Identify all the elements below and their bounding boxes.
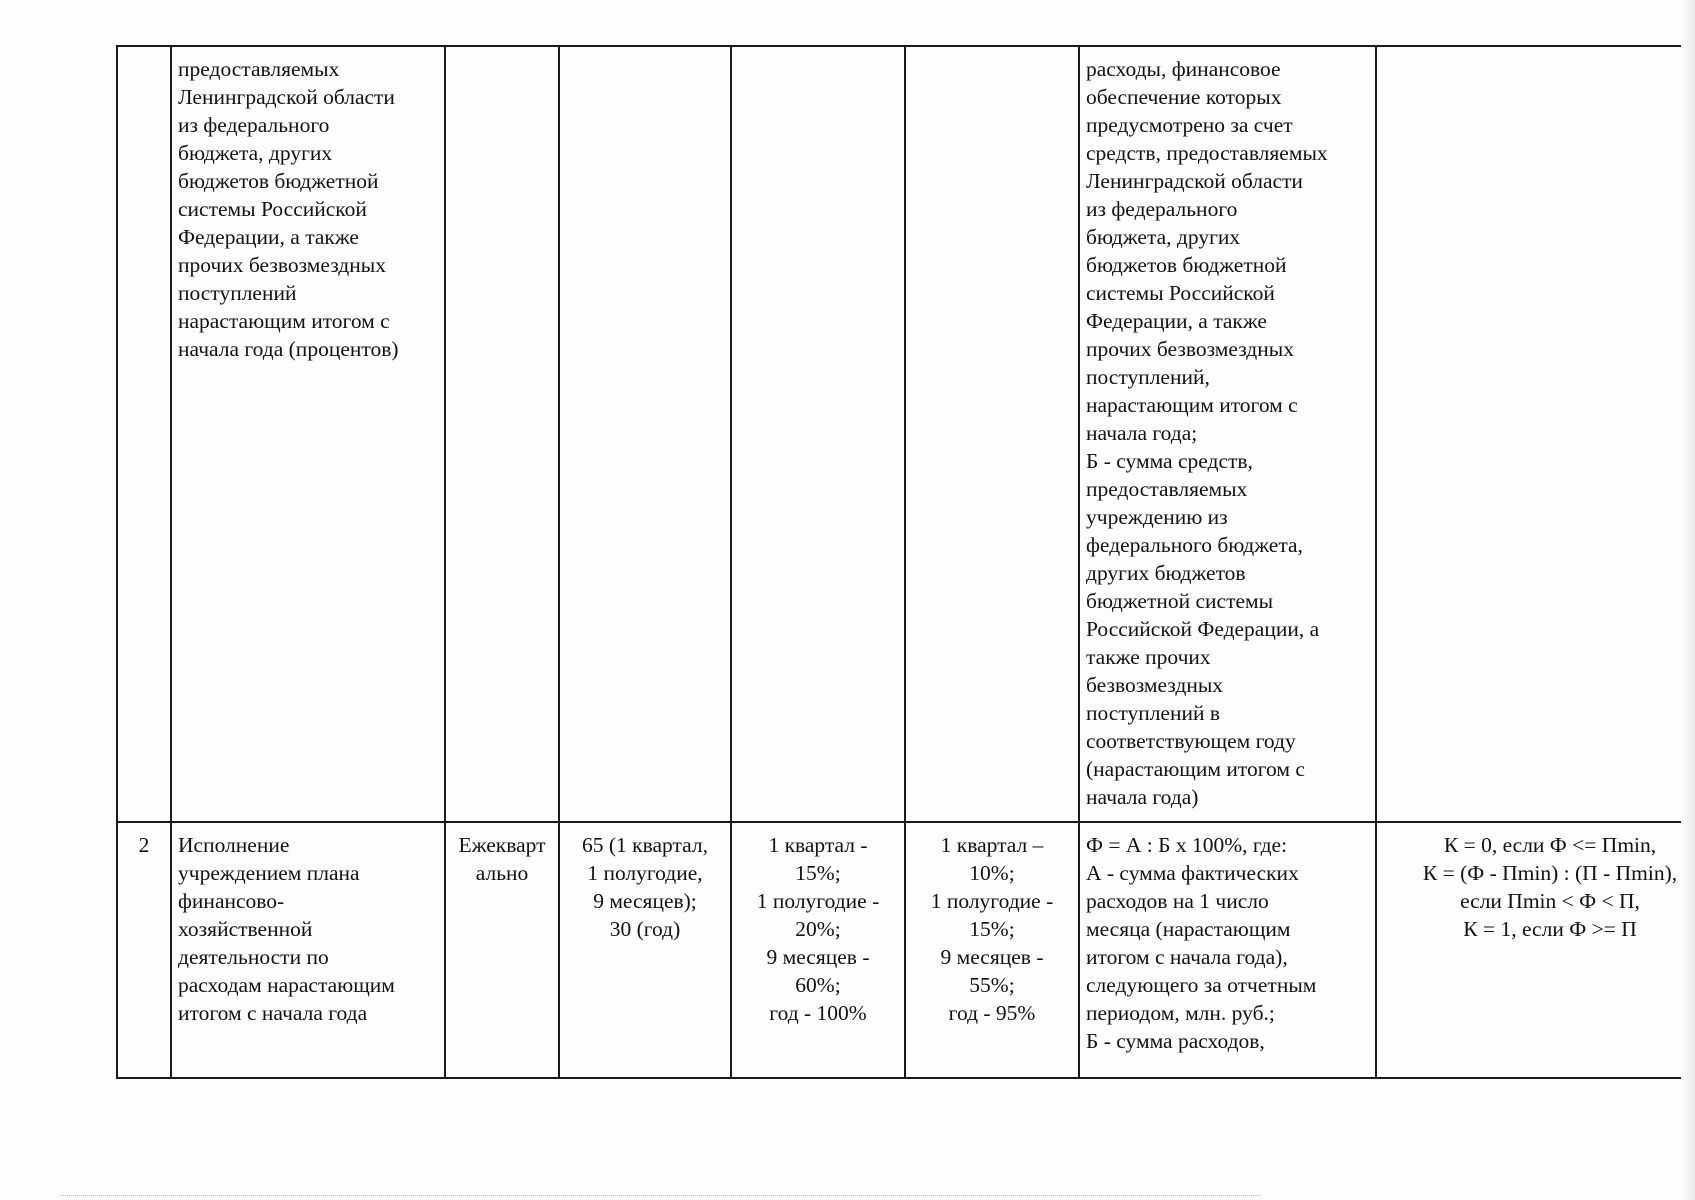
- formula-cell: Ф = А : Б х 100%, где: А - сумма фактических расходов на 1 число месяца (нарастающим итогом с начала года), следующего за отчетным периодом, млн. руб.; Б - сумма расходов,: [1079, 822, 1376, 1078]
- scan-artifact-line: [60, 1195, 1260, 1198]
- weight-cell: 65 (1 квартал, 1 полугодие, 9 месяцев); 30 (год): [559, 822, 731, 1078]
- table-row: [117, 822, 1695, 1078]
- formula-cell: расходы, финансовое обеспечение которых предусмотрено за счет средств, предоставляемых Ленинградской области из федерального бюджета, других бюджетов бюджетной системы Российской Федерации, а также прочих безвозмездных поступлений, нарастающим итогом с начала года; Б - сумма средств, предоставляемых учреждению из федерального бюджета, других бюджетов бюджетной системы Российской Федерации, а также прочих безвозмездных поступлений в соответствующем году (нарастающим итогом с начала года): [1079, 46, 1376, 822]
- indicator-name-cell: Исполнение учреждением плана финансово- хозяйственной деятельности по расходам нарастающим итогом с начала года: [171, 822, 445, 1078]
- scan-edge-shadow: [1681, 0, 1695, 1200]
- periodicity-cell: [445, 46, 559, 822]
- table-row: [117, 46, 1695, 822]
- min-value-cell: 1 квартал – 10%; 1 полугодие - 15%; 9 месяцев - 55%; год - 95%: [905, 822, 1079, 1078]
- indicators-table: [116, 45, 1695, 1079]
- plan-value-cell: [731, 46, 905, 822]
- weight-cell: [559, 46, 731, 822]
- row-number-cell: 2: [117, 822, 171, 1078]
- coefficient-cell: К = 0, если Ф <= Пmin, К = (Ф - Пmin) : (П - Пmin), если Пmin < Ф < П, К = 1, если Ф >= П: [1376, 822, 1695, 1078]
- row-number-cell: [117, 46, 171, 822]
- min-value-cell: [905, 46, 1079, 822]
- plan-value-cell: 1 квартал - 15%; 1 полугодие - 20%; 9 месяцев - 60%; год - 100%: [731, 822, 905, 1078]
- periodicity-cell: Ежекварт ально: [445, 822, 559, 1078]
- coefficient-cell: [1376, 46, 1695, 822]
- indicator-name-cell: предоставляемых Ленинградской области из федерального бюджета, других бюджетов бюджетной системы Российской Федерации, а также прочих безвозмездных поступлений нарастающим итогом с начала года (процентов): [171, 46, 445, 822]
